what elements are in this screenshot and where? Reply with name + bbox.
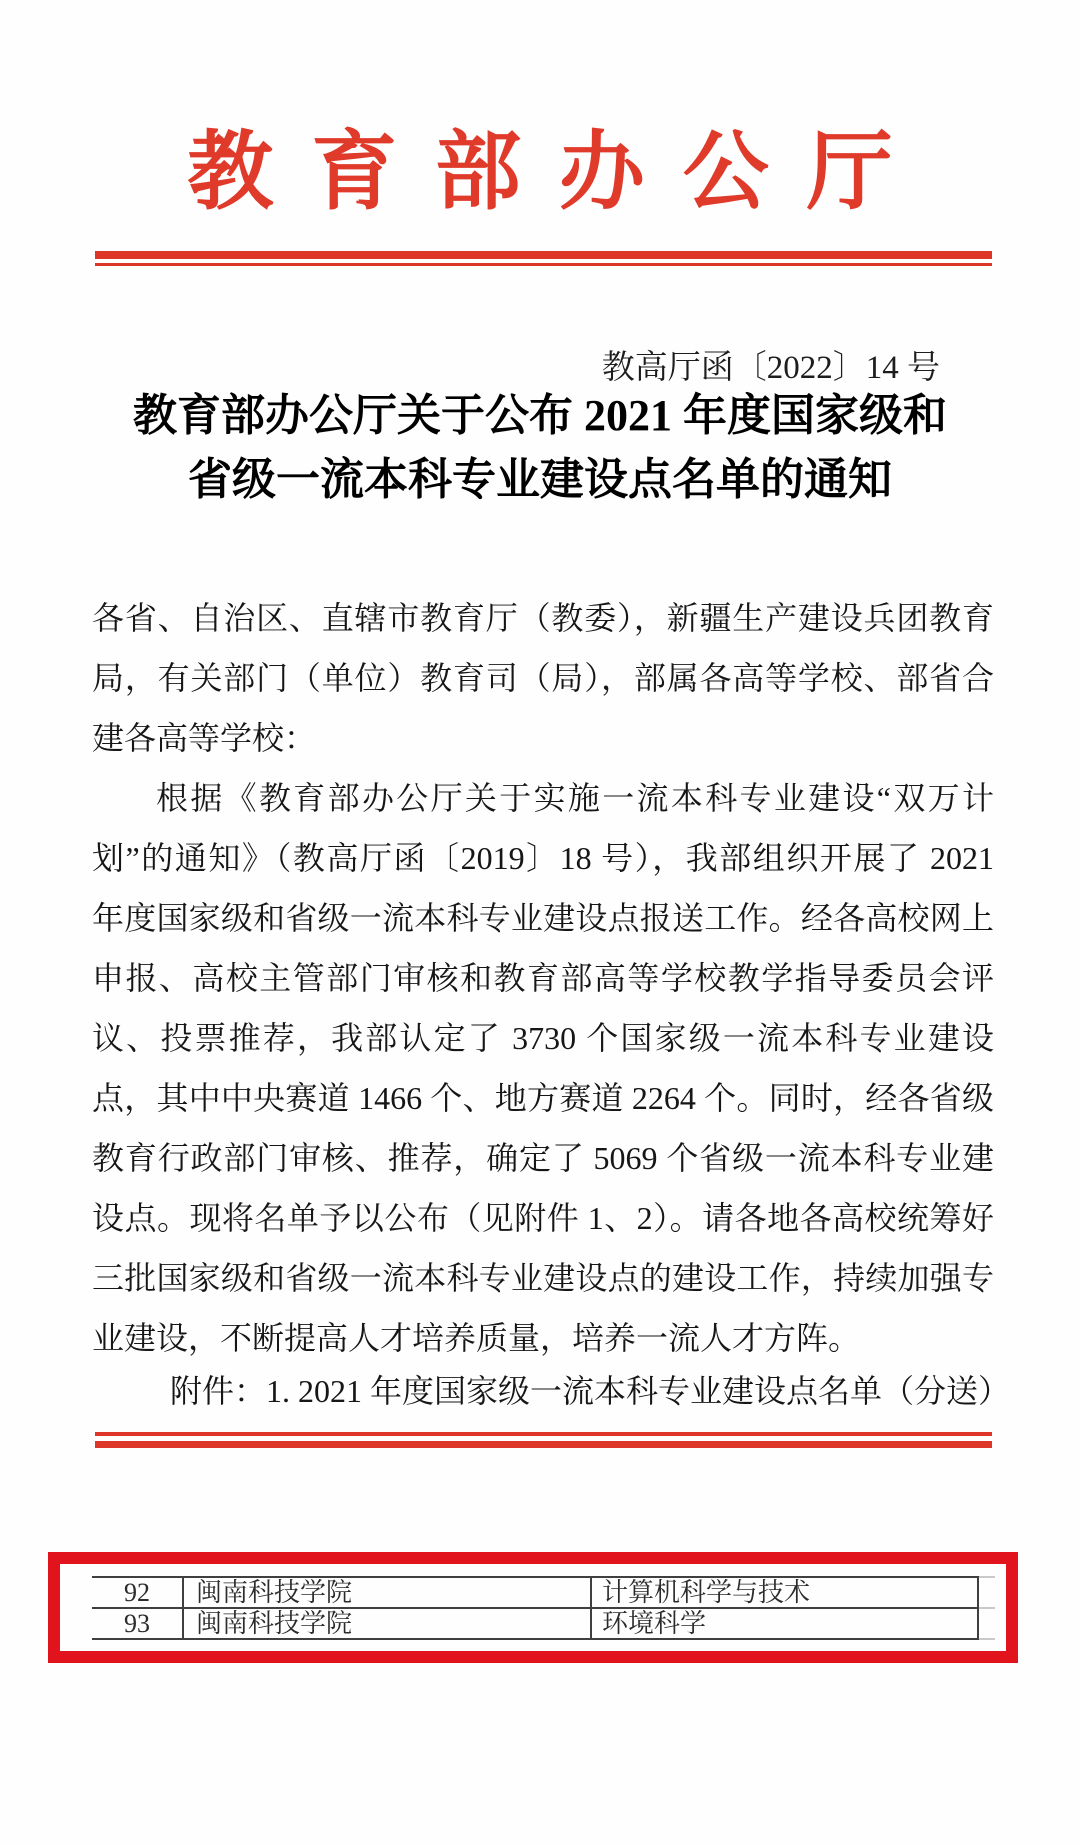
- main-paragraph: 根据《教育部办公厅关于实施一流本科专业建设“双万计划”的通知》（教高厅函〔2019〕18 号），我部组织开展了 2021 年度国家级和省级一流本科专业建设点报送工作。经各高校网上申报、高校主管部门审核和教育部高等学校教学指导委员会评议、投票推荐，我部认定了 3730 个国家级一流本科专业建设点，其中中央赛道 1466 个、地方赛道 2264 个。同时，经各省级教育行政部门审核、推荐，确定了 5069 个省级一流本科专业建设点。现将名单予以公布（见附件 1、2）。请各地各高校统筹好三批国家级和省级一流本科专业建设点的建设工作，持续加强专业建设，不断提高人才培养质量，培养一流人才方阵。: [92, 780, 994, 1356]
- document-title: [0, 384, 1080, 512]
- attachment-line: 附件：1. 2021 年度国家级一流本科专业建设点名单（分送）: [170, 1373, 1011, 1409]
- letterhead-rule-thin: [95, 263, 992, 266]
- table-row-number: 92: [124, 1579, 150, 1607]
- salutation-paragraph: 各省、自治区、直辖市教育厅（教委），新疆生产建设兵团教育局，有关部门（单位）教育司（局），部属各高等学校、部省合建各高等学校：: [92, 600, 994, 756]
- document-body: [92, 588, 994, 1368]
- document-number: 教高厅函〔2022〕14 号: [601, 350, 940, 386]
- table-row-school: 闽南科技学院: [196, 1579, 353, 1607]
- footer-rule-thick: [95, 1441, 992, 1448]
- document-title-line2: 省级一流本科专业建设点名单的通知: [188, 455, 892, 504]
- table-row-number: 93: [124, 1610, 150, 1638]
- table-row-major: 环境科学: [602, 1610, 707, 1638]
- document-title-line1: 教育部办公厅关于公布 2021 年度国家级和: [133, 391, 947, 440]
- table-row-school: 闽南科技学院: [196, 1610, 353, 1638]
- footer-rule-thin: [95, 1432, 992, 1436]
- table-row-major: 计算机科学与技术: [602, 1579, 811, 1607]
- letterhead-rule-thick: [95, 251, 992, 259]
- highlight-red-box: [48, 1552, 1018, 1663]
- letterhead-title: 教育部办公厅: [187, 124, 931, 220]
